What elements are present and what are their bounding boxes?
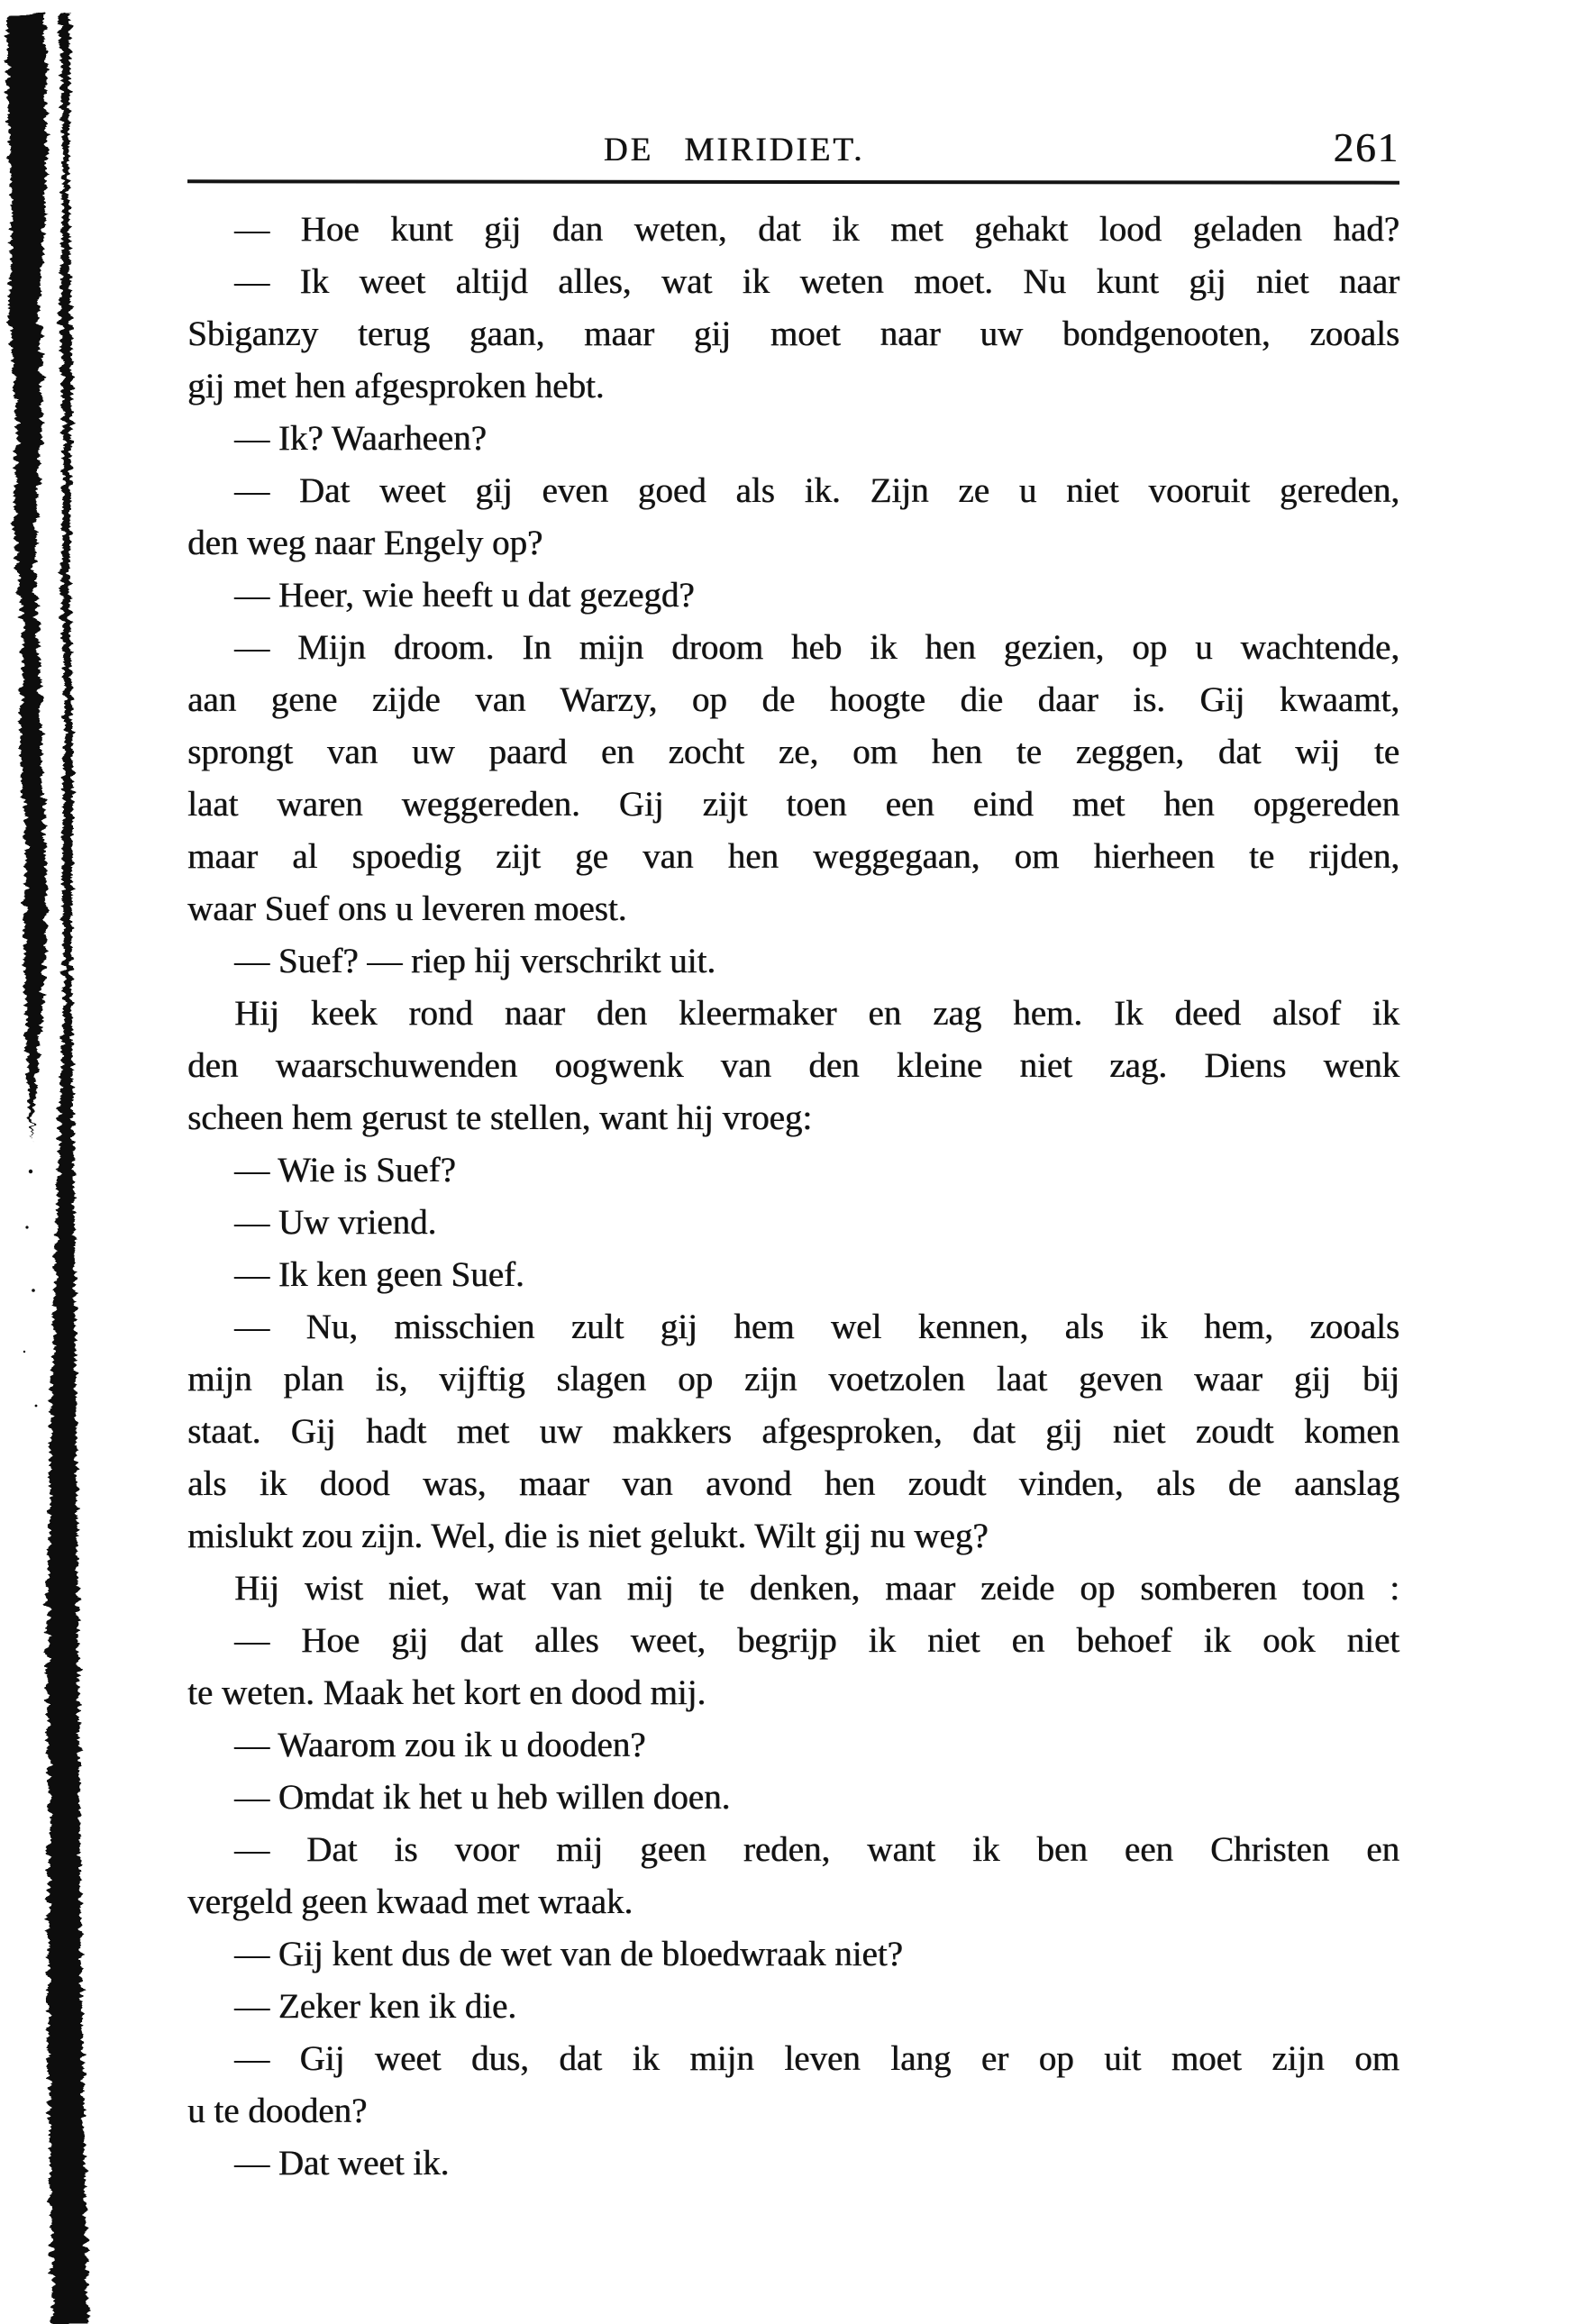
text-line: — Hoe gij dat alles weet, begrijp ik niet en behoef ik ook niet [234, 1621, 1399, 1660]
text-line: — Zeker ken ik die. [234, 1987, 516, 2026]
paragraph [187, 1824, 1399, 1928]
text-line: — Waarom zou ik u dooden? [234, 1726, 646, 1764]
binding-gutter-line [47, 14, 88, 2324]
text-line: — Ik? Waarheen? [234, 419, 487, 458]
paragraph [187, 2137, 1399, 2190]
text-line: — Gij weet dus, dat ik mijn leven lang er op uit moet zijn om [234, 2039, 1399, 2078]
binding-shadow-band [7, 13, 47, 1140]
paragraph [187, 1615, 1399, 1719]
text-line: — Suef? — riep hij verschrikt uit. [234, 942, 715, 980]
text-line: — Hoe kunt gij dan weten, dat ik met gehakt lood geladen had? [234, 210, 1399, 249]
paragraph [187, 988, 1399, 1144]
text-line: den waarschuwenden oogwenk van den kleine niet zag. Diens wenk [187, 1046, 1399, 1085]
paragraph [187, 1928, 1399, 1981]
text-line: mislukt zou zijn. Wel, die is niet gelukt. Wilt gij nu weg? [187, 1517, 989, 1555]
text-line: — Mijn droom. In mijn droom heb ik hen gezien, op u wachtende, [234, 628, 1399, 667]
paragraph [187, 1981, 1399, 2033]
paragraph [187, 465, 1399, 570]
text-line: — Wie is Suef? [234, 1151, 456, 1189]
text-line: Hij keek rond naar den kleermaker en zag hem. Ik deed alsof ik [234, 994, 1399, 1033]
text-line: te weten. Maak het kort en dood mij. [187, 1673, 706, 1712]
text-line: aan gene zijde van Warzy, op de hoogte die daar is. Gij kwaamt, [187, 680, 1399, 719]
page-number: 261 [1333, 125, 1399, 170]
text-line: als ik dood was, maar van avond hen zoudt vinden, als de aanslag [187, 1464, 1399, 1503]
paragraph [187, 935, 1399, 988]
paragraph [187, 570, 1399, 622]
text-line: — Dat weet ik. [234, 2144, 450, 2183]
text-line: — Ik weet altijd alles, wat ik weten moet. Nu kunt gij niet naar [234, 262, 1399, 301]
page-body [187, 204, 1399, 2190]
text-line: scheen hem gerust te stellen, want hij vroeg: [187, 1098, 813, 1137]
paragraph [187, 204, 1399, 256]
text-line: Sbiganzy terug gaan, maar gij moet naar uw bondgenooten, zooals [187, 314, 1399, 353]
text-line: waar Suef ons u leveren moest. [187, 889, 627, 928]
running-title: DE MIRIDIET. [603, 132, 865, 169]
binding-specks [23, 1170, 38, 1408]
text-line: — Dat is voor mij geen reden, want ik ben een Christen en [234, 1830, 1399, 1869]
paragraph [187, 413, 1399, 465]
paragraph [187, 1144, 1399, 1197]
book-binding-scan-artifact [0, 0, 104, 2324]
text-line: — Dat weet gij even goed als ik. Zijn ze u niet vooruit gereden, [234, 471, 1399, 510]
page-header [187, 124, 1399, 182]
text-line: vergeld geen kwaad met wraak. [187, 1882, 633, 1921]
header-rule [187, 179, 1399, 184]
paragraph [187, 256, 1399, 413]
paragraph [187, 622, 1399, 935]
paragraph [187, 1249, 1399, 1301]
text-line: — Uw vriend. [234, 1203, 437, 1242]
paragraph [187, 1772, 1399, 1824]
text-line: — Heer, wie heeft u dat gezegd? [234, 576, 695, 615]
text-line: sprongt van uw paard en zocht ze, om hen te zeggen, dat wij te [187, 733, 1399, 771]
text-line: mijn plan is, vijftig slagen op zijn voetzolen laat geven waar gij bij [187, 1360, 1399, 1399]
text-line: Hij wist niet, wat van mij te denken, maar zeide op somberen toon : [234, 1569, 1399, 1608]
paragraph [187, 1563, 1399, 1615]
text-line: laat waren weggereden. Gij zijt toen een eind met hen opgereden [187, 785, 1399, 824]
text-line: staat. Gij hadt met uw makkers afgesproken, dat gij niet zoudt komen [187, 1412, 1399, 1451]
text-line: — Ik ken geen Suef. [234, 1255, 524, 1294]
text-line: — Omdat ik het u heb willen doen. [234, 1778, 731, 1817]
text-line: gij met hen afgesproken hebt. [187, 367, 605, 406]
paragraph [187, 1301, 1399, 1563]
paragraph [187, 2033, 1399, 2137]
text-line: u te dooden? [187, 2092, 368, 2130]
text-line: maar al spoedig zijt ge van hen weggegaan, om hierheen te rijden, [187, 837, 1399, 876]
text-line: — Gij kent dus de wet van de bloedwraak niet? [234, 1935, 903, 1973]
text-line: — Nu, misschien zult gij hem wel kennen, als ik hem, zooals [234, 1308, 1399, 1346]
paragraph [187, 1719, 1399, 1772]
text-line: den weg naar Engely op? [187, 524, 543, 562]
paragraph [187, 1197, 1399, 1249]
